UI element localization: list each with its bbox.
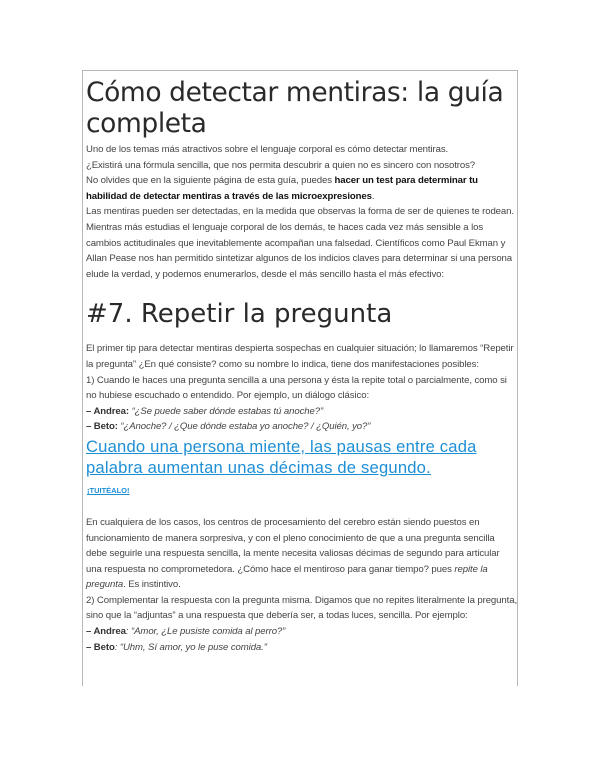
document-page	[82, 70, 518, 686]
dialogue-line	[86, 624, 517, 640]
paragraph-text: En cualquiera de los casos, los centros de procesamiento del cerebro están siendo puestos en funcionamiento de manera sorpresiva, y con el pleno conocimiento de que a una pregunta sencilla debe seguirle una respuesta sencilla, la mente necesita valiosas décimas de segundo para articular una respuesta no comprometedora. ¿Cómo hace el mentiroso para ganar tiempo? pues	[86, 516, 500, 575]
paragraph-end: . Es instintivo.	[123, 579, 181, 591]
article-title: Cómo detectar mentiras: la guía completa	[86, 77, 504, 139]
section-paragraph-2: 1) Cuando le haces una pregunta sencilla a una persona y ésta la repite total o parcialmente, como si no hubiese escuchado o entendido. Por ejemplo, un diálogo clásico:	[86, 374, 507, 402]
speaker-name: – Andrea:	[86, 405, 129, 417]
dialogue-line	[86, 419, 517, 435]
dialogue-text: “¿Se puede saber dónde estabas tú anoche?”	[129, 405, 324, 417]
section-paragraph-1: El primer tip para detectar mentiras despierta sospechas en cualquier situación; lo llamaremos “Repetir la pregunta” ¿En qué consiste? como su nombre lo indica, tiene dos manifestaciones posibles:	[86, 343, 514, 370]
intro-text: No olvides que en la siguiente página de esta guía, puedes	[86, 175, 335, 187]
dialogue-line	[86, 640, 517, 656]
intro-paragraph-2: ¿Existirá una fórmula sencilla, que nos permita descubrir a quien no es sincero con nosotros?	[86, 159, 476, 171]
dialogue-text: : “Amor, ¿Le pusiste comida al perro?”	[125, 626, 286, 638]
emphasis-text: repite la pregunta	[86, 563, 488, 591]
section-heading: #7. Repetir la pregunta	[86, 299, 393, 330]
article-body	[83, 71, 517, 655]
section-paragraph-4: 2) Complementar la respuesta con la pregunta misma. Digamos que no repites literalmente la pregunta, sino que la “adjuntas” a una respuesta que debería ser, a todas luces, sencilla. Por ejemplo:	[86, 594, 518, 622]
tweet-button[interactable]: ¡TUITÉALO!	[87, 485, 130, 495]
intro-paragraph-3	[86, 173, 517, 204]
speaker-name: – Beto	[86, 641, 115, 653]
dialogue-text: : “Uhm, Sí amor, yo le puse comida.”	[114, 641, 267, 653]
intro-paragraph-1: Uno de los temas más atractivos sobre el lenguaje corporal es cómo detectar mentiras.	[86, 144, 449, 155]
section-paragraph-3	[86, 515, 517, 593]
intro-end: .	[371, 190, 375, 202]
tweetable-quote-link[interactable]: Cuando una persona miente, las pausas entre cada palabra aumentan unas décimas de segundo.	[86, 436, 477, 477]
test-link-text: hacer un test para determinar tu habilidad de detectar mentiras a través de las microexpresiones	[86, 175, 478, 202]
dialogue-text: “¿Anoche? / ¿Que dónde estaba yo anoche? / ¿Quién, yo?”	[117, 421, 371, 433]
speaker-name: – Andrea	[86, 626, 126, 638]
speaker-name: – Beto:	[86, 421, 118, 433]
intro-paragraph-4: Las mentiras pueden ser detectadas, en la medida que observas la forma de ser de quienes te rodean. Mientras más estudias el lenguaje corporal de los demás, te haces cada vez más sensible a los cambios actitudinales que inevitablemente acompañan una falsedad. Científicos como Paul Ekman y Allan Pease nos han permitido sintetizar algunos de los indicios claves para determinar si una persona elude la verdad, y podemos enumerarlos, desde el más sencillo hasta el más efectivo:	[86, 206, 514, 280]
dialogue-line	[86, 404, 517, 420]
